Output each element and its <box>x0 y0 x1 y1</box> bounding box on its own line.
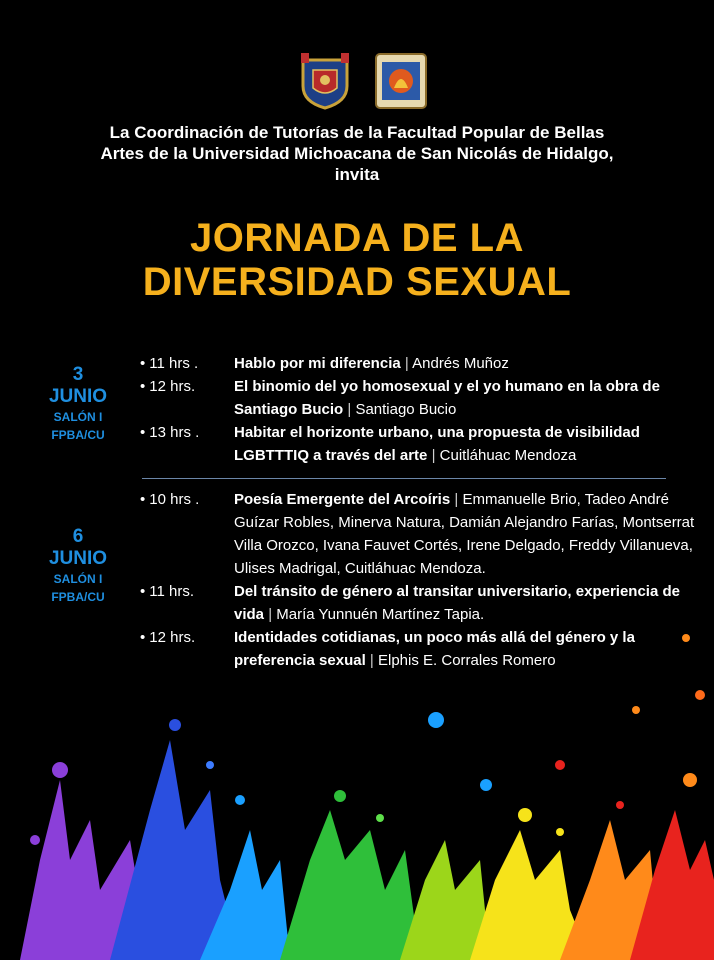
separator: | <box>369 652 374 669</box>
section-divider <box>142 478 666 479</box>
event-name: Identidades cotidianas, un poco más allá del género y la preferencia sexual <box>234 629 635 669</box>
separator: | <box>347 401 352 418</box>
day-venue: SALÓN I <box>53 572 103 586</box>
separator: | <box>268 606 273 623</box>
separator: | <box>454 491 459 508</box>
event-time: • 11 hrs. <box>140 580 234 626</box>
event-time: • 12 hrs. <box>140 375 234 421</box>
schedule-item <box>140 352 700 375</box>
event-speaker: Cuitláhuac Mendoza <box>439 447 577 464</box>
paint-splash-decoration <box>0 560 714 960</box>
separator: | <box>404 355 409 372</box>
event-time: • 11 hrs . <box>140 352 234 375</box>
intro-text <box>40 122 674 185</box>
event-speaker: Elphis E. Corrales Romero <box>378 652 556 669</box>
day-label <box>44 364 112 444</box>
day-month: JUNIO <box>48 548 108 569</box>
day-venue: FPBA/CU <box>51 428 105 442</box>
schedule-day-1 <box>140 352 700 467</box>
university-crest-logo <box>297 50 353 110</box>
event-name: Poesía Emergente del Arcoíris <box>234 491 451 508</box>
event-speaker: Emmanuelle Brio, Tadeo André Guízar Robles, Minerva Natura, Damián Alejandro Farías, Montserrat Villa Orozco, Ivana Fauvet Cortés, Irene Delgado, Freddy Villanueva, Ulises Madrigal, Cuitláhuac Mendoza. <box>234 491 695 577</box>
event-title-line: DIVERSIDAD SEXUAL <box>142 260 572 304</box>
event-time: • 10 hrs . <box>140 488 234 580</box>
event-name: Habitar el horizonte urbano, una propuesta de visibilidad LGBTTTIQ a través del arte <box>234 424 640 464</box>
intro-line: invita <box>334 165 380 184</box>
event-name: El binomio del yo homosexual y el yo humano en la obra de Santiago Bucio <box>234 378 660 418</box>
event-name: Del tránsito de género al transitar universitario, experiencia de vida <box>234 583 680 623</box>
intro-line: Artes de la Universidad Michoacana de San Nicolás de Hidalgo, <box>100 144 614 163</box>
faculty-seal-logo <box>374 52 428 110</box>
event-speaker: Santiago Bucio <box>355 401 457 418</box>
event-title-line: JORNADA DE LA <box>190 216 524 260</box>
event-time: • 12 hrs. <box>140 626 234 672</box>
day-number: 6 <box>72 526 84 547</box>
schedule-item <box>140 375 700 421</box>
day-venue: SALÓN I <box>53 410 103 424</box>
event-name: Hablo por mi diferencia <box>234 355 401 372</box>
intro-line: La Coordinación de Tutorías de la Facultad Popular de Bellas <box>109 123 605 142</box>
event-time: • 13 hrs . <box>140 421 234 467</box>
event-speaker: Andrés Muñoz <box>412 355 509 372</box>
event-speaker: María Yunnuén Martínez Tapia. <box>276 606 485 623</box>
day-month: JUNIO <box>48 386 108 407</box>
schedule-item <box>140 421 700 467</box>
day-number: 3 <box>72 364 84 385</box>
day-venue: FPBA/CU <box>51 590 105 604</box>
separator: | <box>431 447 436 464</box>
event-title <box>60 216 654 304</box>
